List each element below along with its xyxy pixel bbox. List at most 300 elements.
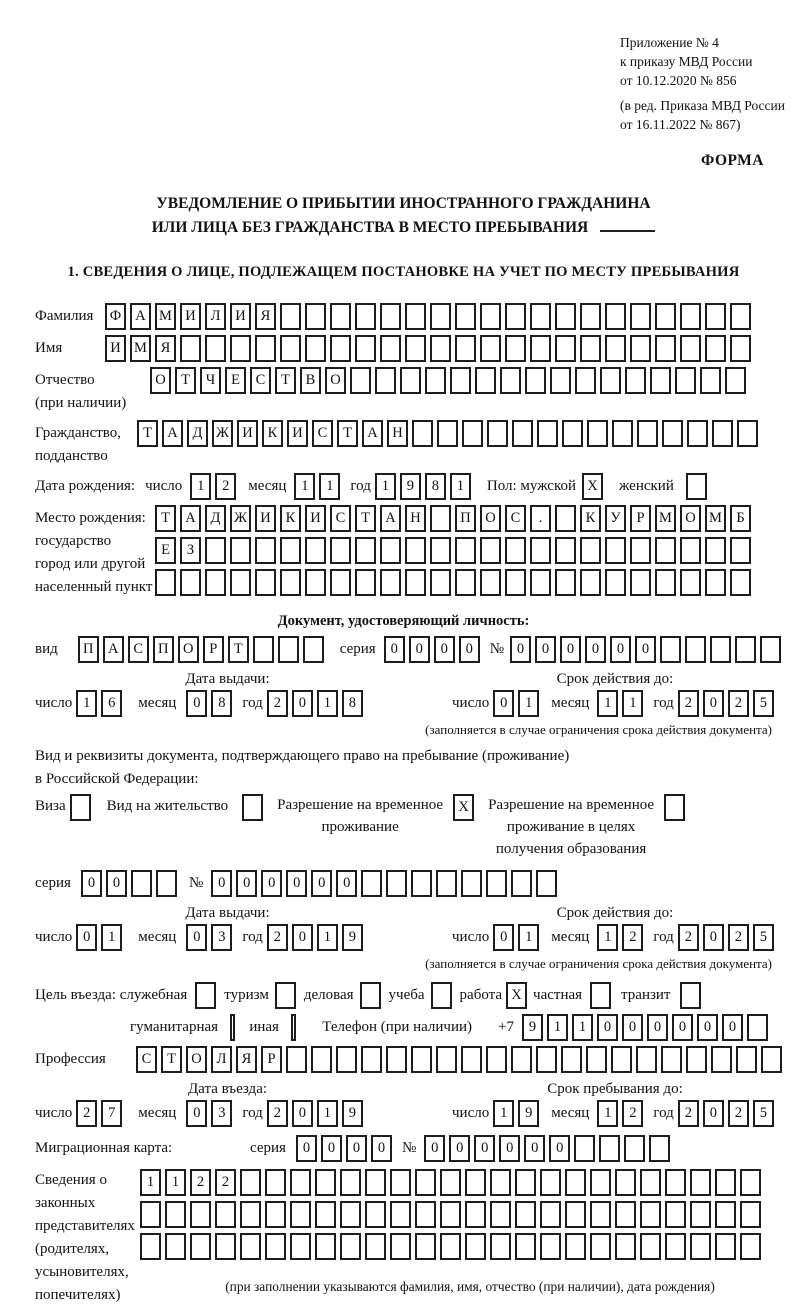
char-cell[interactable]: 0 bbox=[346, 1135, 367, 1162]
char-cell[interactable] bbox=[311, 1046, 332, 1073]
char-cell[interactable] bbox=[303, 636, 324, 663]
char-cell[interactable]: 0 bbox=[535, 636, 556, 663]
char-cell[interactable] bbox=[290, 1201, 311, 1228]
char-cell[interactable] bbox=[140, 1233, 161, 1260]
char-cell[interactable] bbox=[685, 636, 706, 663]
char-cell[interactable]: 1 bbox=[294, 473, 315, 500]
char-cell[interactable] bbox=[575, 367, 596, 394]
char-cell[interactable] bbox=[355, 537, 376, 564]
char-cell[interactable] bbox=[340, 1201, 361, 1228]
char-cell[interactable] bbox=[747, 1014, 768, 1041]
char-cell[interactable]: 1 bbox=[622, 690, 643, 717]
char-cell[interactable] bbox=[599, 1135, 620, 1162]
char-cell[interactable]: 1 bbox=[140, 1169, 161, 1196]
char-cell[interactable] bbox=[505, 335, 526, 362]
char-cell[interactable] bbox=[380, 303, 401, 330]
char-cell[interactable] bbox=[680, 303, 701, 330]
char-cell[interactable]: А bbox=[103, 636, 124, 663]
char-cell[interactable] bbox=[455, 335, 476, 362]
char-cell[interactable] bbox=[760, 636, 781, 663]
char-cell[interactable]: 0 bbox=[371, 1135, 392, 1162]
char-cell[interactable] bbox=[350, 367, 371, 394]
char-cell[interactable]: . bbox=[530, 505, 551, 532]
char-cell[interactable] bbox=[630, 537, 651, 564]
char-cell[interactable] bbox=[305, 303, 326, 330]
char-cell[interactable] bbox=[555, 569, 576, 596]
char-cell[interactable] bbox=[580, 537, 601, 564]
char-cell[interactable] bbox=[490, 1233, 511, 1260]
checkbox-male[interactable]: X bbox=[582, 473, 603, 500]
char-cell[interactable]: Р bbox=[630, 505, 651, 532]
char-cell[interactable]: Ж bbox=[230, 505, 251, 532]
char-cell[interactable] bbox=[580, 335, 601, 362]
char-cell[interactable]: Д bbox=[205, 505, 226, 532]
char-cell[interactable] bbox=[415, 1169, 436, 1196]
char-cell[interactable]: К bbox=[580, 505, 601, 532]
char-cell[interactable] bbox=[550, 367, 571, 394]
char-cell[interactable] bbox=[515, 1233, 536, 1260]
char-cell[interactable] bbox=[680, 335, 701, 362]
char-cell[interactable]: П bbox=[78, 636, 99, 663]
char-cell[interactable] bbox=[705, 537, 726, 564]
char-cell[interactable] bbox=[600, 367, 621, 394]
char-cell[interactable]: У bbox=[605, 505, 626, 532]
char-cell[interactable] bbox=[155, 569, 176, 596]
char-cell[interactable]: 0 bbox=[672, 1014, 693, 1041]
char-cell[interactable]: 2 bbox=[76, 1100, 97, 1127]
char-cell[interactable]: 1 bbox=[572, 1014, 593, 1041]
char-cell[interactable]: 1 bbox=[597, 690, 618, 717]
char-cell[interactable]: 1 bbox=[375, 473, 396, 500]
char-cell[interactable]: 0 bbox=[424, 1135, 445, 1162]
char-cell[interactable]: 2 bbox=[728, 924, 749, 951]
char-cell[interactable]: О bbox=[325, 367, 346, 394]
char-cell[interactable]: 7 bbox=[101, 1100, 122, 1127]
char-cell[interactable]: 0 bbox=[409, 636, 430, 663]
char-cell[interactable] bbox=[511, 870, 532, 897]
char-cell[interactable]: 0 bbox=[434, 636, 455, 663]
char-cell[interactable]: В bbox=[300, 367, 321, 394]
char-cell[interactable]: 9 bbox=[342, 924, 363, 951]
char-cell[interactable] bbox=[730, 569, 751, 596]
char-cell[interactable] bbox=[574, 1135, 595, 1162]
char-cell[interactable] bbox=[475, 367, 496, 394]
char-cell[interactable] bbox=[255, 537, 276, 564]
char-cell[interactable]: 2 bbox=[678, 690, 699, 717]
char-cell[interactable] bbox=[131, 870, 152, 897]
char-cell[interactable] bbox=[365, 1201, 386, 1228]
char-cell[interactable] bbox=[705, 569, 726, 596]
char-cell[interactable]: 0 bbox=[186, 924, 207, 951]
char-cell[interactable]: 1 bbox=[518, 690, 539, 717]
char-cell[interactable] bbox=[740, 1233, 761, 1260]
char-cell[interactable]: 0 bbox=[703, 1100, 724, 1127]
char-cell[interactable] bbox=[340, 1169, 361, 1196]
char-cell[interactable] bbox=[537, 420, 558, 447]
char-cell[interactable] bbox=[637, 420, 658, 447]
char-cell[interactable] bbox=[715, 1169, 736, 1196]
char-cell[interactable] bbox=[455, 537, 476, 564]
char-cell[interactable]: Т bbox=[161, 1046, 182, 1073]
char-cell[interactable] bbox=[687, 420, 708, 447]
char-cell[interactable] bbox=[565, 1201, 586, 1228]
char-cell[interactable]: И bbox=[230, 303, 251, 330]
char-cell[interactable] bbox=[625, 367, 646, 394]
char-cell[interactable] bbox=[505, 569, 526, 596]
char-cell[interactable] bbox=[455, 569, 476, 596]
char-cell[interactable] bbox=[412, 420, 433, 447]
char-cell[interactable] bbox=[480, 537, 501, 564]
char-cell[interactable] bbox=[615, 1201, 636, 1228]
char-cell[interactable] bbox=[515, 1169, 536, 1196]
char-cell[interactable]: 1 bbox=[190, 473, 211, 500]
char-cell[interactable]: 8 bbox=[425, 473, 446, 500]
char-cell[interactable] bbox=[265, 1169, 286, 1196]
char-cell[interactable]: 0 bbox=[261, 870, 282, 897]
char-cell[interactable] bbox=[700, 367, 721, 394]
char-cell[interactable]: 0 bbox=[81, 870, 102, 897]
checkbox-transit[interactable] bbox=[680, 982, 701, 1009]
char-cell[interactable] bbox=[555, 505, 576, 532]
char-cell[interactable]: Е bbox=[225, 367, 246, 394]
char-cell[interactable]: 0 bbox=[76, 924, 97, 951]
char-cell[interactable] bbox=[740, 1169, 761, 1196]
char-cell[interactable]: И bbox=[180, 303, 201, 330]
char-cell[interactable]: 1 bbox=[101, 924, 122, 951]
checkbox-private[interactable] bbox=[590, 982, 611, 1009]
char-cell[interactable] bbox=[612, 420, 633, 447]
char-cell[interactable] bbox=[536, 870, 557, 897]
char-cell[interactable]: 0 bbox=[106, 870, 127, 897]
char-cell[interactable] bbox=[205, 537, 226, 564]
char-cell[interactable] bbox=[680, 537, 701, 564]
char-cell[interactable] bbox=[361, 870, 382, 897]
char-cell[interactable] bbox=[712, 420, 733, 447]
char-cell[interactable] bbox=[640, 1169, 661, 1196]
char-cell[interactable]: 1 bbox=[493, 1100, 514, 1127]
char-cell[interactable] bbox=[240, 1201, 261, 1228]
char-cell[interactable] bbox=[615, 1233, 636, 1260]
char-cell[interactable]: 0 bbox=[524, 1135, 545, 1162]
char-cell[interactable] bbox=[486, 1046, 507, 1073]
char-cell[interactable]: 0 bbox=[186, 690, 207, 717]
char-cell[interactable]: Ж bbox=[212, 420, 233, 447]
char-cell[interactable] bbox=[530, 335, 551, 362]
char-cell[interactable]: 2 bbox=[622, 1100, 643, 1127]
char-cell[interactable] bbox=[365, 1233, 386, 1260]
char-cell[interactable]: 0 bbox=[321, 1135, 342, 1162]
char-cell[interactable]: 0 bbox=[703, 690, 724, 717]
char-cell[interactable]: Т bbox=[355, 505, 376, 532]
char-cell[interactable]: З bbox=[180, 537, 201, 564]
char-cell[interactable]: 0 bbox=[697, 1014, 718, 1041]
char-cell[interactable] bbox=[715, 1201, 736, 1228]
char-cell[interactable] bbox=[562, 420, 583, 447]
char-cell[interactable]: 3 bbox=[211, 1100, 232, 1127]
char-cell[interactable]: 0 bbox=[560, 636, 581, 663]
char-cell[interactable] bbox=[655, 569, 676, 596]
char-cell[interactable] bbox=[280, 335, 301, 362]
char-cell[interactable] bbox=[415, 1233, 436, 1260]
char-cell[interactable] bbox=[690, 1169, 711, 1196]
char-cell[interactable]: 1 bbox=[317, 924, 338, 951]
char-cell[interactable]: 5 bbox=[753, 690, 774, 717]
char-cell[interactable]: С bbox=[505, 505, 526, 532]
checkbox-temp-permit[interactable]: X bbox=[453, 794, 474, 821]
char-cell[interactable]: Я bbox=[236, 1046, 257, 1073]
char-cell[interactable] bbox=[540, 1169, 561, 1196]
char-cell[interactable]: Я bbox=[255, 303, 276, 330]
char-cell[interactable]: Т bbox=[275, 367, 296, 394]
char-cell[interactable]: Е bbox=[155, 537, 176, 564]
char-cell[interactable] bbox=[565, 1233, 586, 1260]
char-cell[interactable]: 0 bbox=[610, 636, 631, 663]
char-cell[interactable] bbox=[405, 335, 426, 362]
char-cell[interactable] bbox=[486, 870, 507, 897]
char-cell[interactable]: 0 bbox=[292, 1100, 313, 1127]
char-cell[interactable]: 0 bbox=[311, 870, 332, 897]
char-cell[interactable]: 0 bbox=[449, 1135, 470, 1162]
char-cell[interactable]: 0 bbox=[286, 870, 307, 897]
char-cell[interactable] bbox=[255, 335, 276, 362]
char-cell[interactable]: 2 bbox=[728, 690, 749, 717]
char-cell[interactable] bbox=[415, 1201, 436, 1228]
char-cell[interactable] bbox=[355, 335, 376, 362]
char-cell[interactable] bbox=[315, 1233, 336, 1260]
char-cell[interactable]: Л bbox=[205, 303, 226, 330]
char-cell[interactable] bbox=[430, 569, 451, 596]
char-cell[interactable]: П bbox=[153, 636, 174, 663]
char-cell[interactable] bbox=[355, 303, 376, 330]
char-cell[interactable] bbox=[253, 636, 274, 663]
char-cell[interactable] bbox=[487, 420, 508, 447]
char-cell[interactable]: 9 bbox=[400, 473, 421, 500]
char-cell[interactable]: 8 bbox=[211, 690, 232, 717]
char-cell[interactable] bbox=[156, 870, 177, 897]
char-cell[interactable] bbox=[661, 1046, 682, 1073]
char-cell[interactable] bbox=[590, 1169, 611, 1196]
char-cell[interactable] bbox=[655, 537, 676, 564]
char-cell[interactable] bbox=[265, 1233, 286, 1260]
char-cell[interactable]: И bbox=[255, 505, 276, 532]
char-cell[interactable]: 2 bbox=[267, 924, 288, 951]
char-cell[interactable] bbox=[230, 537, 251, 564]
char-cell[interactable] bbox=[140, 1201, 161, 1228]
char-cell[interactable] bbox=[465, 1233, 486, 1260]
checkbox-study[interactable] bbox=[431, 982, 452, 1009]
char-cell[interactable] bbox=[375, 367, 396, 394]
char-cell[interactable] bbox=[315, 1201, 336, 1228]
char-cell[interactable]: Н bbox=[387, 420, 408, 447]
char-cell[interactable] bbox=[735, 636, 756, 663]
char-cell[interactable]: Т bbox=[337, 420, 358, 447]
char-cell[interactable]: А bbox=[380, 505, 401, 532]
char-cell[interactable] bbox=[265, 1201, 286, 1228]
char-cell[interactable] bbox=[605, 569, 626, 596]
char-cell[interactable] bbox=[710, 636, 731, 663]
checkbox-commercial[interactable] bbox=[360, 982, 381, 1009]
char-cell[interactable] bbox=[278, 636, 299, 663]
char-cell[interactable] bbox=[450, 367, 471, 394]
char-cell[interactable]: А bbox=[130, 303, 151, 330]
char-cell[interactable] bbox=[330, 335, 351, 362]
char-cell[interactable] bbox=[730, 537, 751, 564]
char-cell[interactable]: 0 bbox=[474, 1135, 495, 1162]
char-cell[interactable] bbox=[190, 1201, 211, 1228]
char-cell[interactable]: Р bbox=[203, 636, 224, 663]
char-cell[interactable]: Ф bbox=[105, 303, 126, 330]
char-cell[interactable]: 0 bbox=[493, 690, 514, 717]
char-cell[interactable] bbox=[480, 335, 501, 362]
char-cell[interactable] bbox=[400, 367, 421, 394]
char-cell[interactable] bbox=[290, 1233, 311, 1260]
char-cell[interactable] bbox=[565, 1169, 586, 1196]
char-cell[interactable]: 2 bbox=[728, 1100, 749, 1127]
char-cell[interactable]: С bbox=[136, 1046, 157, 1073]
char-cell[interactable]: С bbox=[312, 420, 333, 447]
char-cell[interactable] bbox=[330, 303, 351, 330]
char-cell[interactable] bbox=[461, 870, 482, 897]
char-cell[interactable]: 1 bbox=[165, 1169, 186, 1196]
char-cell[interactable] bbox=[636, 1046, 657, 1073]
char-cell[interactable]: С bbox=[128, 636, 149, 663]
char-cell[interactable] bbox=[390, 1233, 411, 1260]
char-cell[interactable] bbox=[555, 537, 576, 564]
checkbox-temp-permit-edu[interactable] bbox=[664, 794, 685, 821]
char-cell[interactable] bbox=[761, 1046, 782, 1073]
char-cell[interactable]: И bbox=[287, 420, 308, 447]
char-cell[interactable] bbox=[737, 420, 758, 447]
char-cell[interactable] bbox=[355, 569, 376, 596]
char-cell[interactable] bbox=[315, 1169, 336, 1196]
char-cell[interactable] bbox=[340, 1233, 361, 1260]
char-cell[interactable] bbox=[540, 1201, 561, 1228]
char-cell[interactable] bbox=[430, 335, 451, 362]
char-cell[interactable] bbox=[205, 569, 226, 596]
checkbox-business[interactable] bbox=[195, 982, 216, 1009]
char-cell[interactable] bbox=[515, 1201, 536, 1228]
char-cell[interactable]: 0 bbox=[384, 636, 405, 663]
char-cell[interactable]: 0 bbox=[647, 1014, 668, 1041]
char-cell[interactable] bbox=[640, 1201, 661, 1228]
char-cell[interactable] bbox=[530, 569, 551, 596]
char-cell[interactable] bbox=[280, 303, 301, 330]
char-cell[interactable] bbox=[736, 1046, 757, 1073]
char-cell[interactable] bbox=[615, 1169, 636, 1196]
char-cell[interactable]: 0 bbox=[493, 924, 514, 951]
char-cell[interactable] bbox=[530, 303, 551, 330]
checkbox-residence-permit[interactable] bbox=[242, 794, 263, 821]
char-cell[interactable]: 5 bbox=[753, 1100, 774, 1127]
char-cell[interactable]: 2 bbox=[678, 1100, 699, 1127]
char-cell[interactable] bbox=[230, 335, 251, 362]
char-cell[interactable]: Т bbox=[175, 367, 196, 394]
char-cell[interactable] bbox=[240, 1169, 261, 1196]
char-cell[interactable]: М bbox=[155, 303, 176, 330]
char-cell[interactable]: 1 bbox=[597, 924, 618, 951]
char-cell[interactable] bbox=[655, 335, 676, 362]
char-cell[interactable] bbox=[411, 870, 432, 897]
char-cell[interactable] bbox=[280, 569, 301, 596]
char-cell[interactable]: А bbox=[362, 420, 383, 447]
char-cell[interactable] bbox=[425, 367, 446, 394]
char-cell[interactable] bbox=[386, 1046, 407, 1073]
char-cell[interactable] bbox=[586, 1046, 607, 1073]
char-cell[interactable] bbox=[665, 1201, 686, 1228]
char-cell[interactable]: О bbox=[186, 1046, 207, 1073]
char-cell[interactable]: К bbox=[280, 505, 301, 532]
char-cell[interactable] bbox=[686, 1046, 707, 1073]
char-cell[interactable] bbox=[215, 1233, 236, 1260]
char-cell[interactable] bbox=[430, 303, 451, 330]
char-cell[interactable] bbox=[465, 1201, 486, 1228]
char-cell[interactable] bbox=[555, 335, 576, 362]
char-cell[interactable]: 0 bbox=[622, 1014, 643, 1041]
checkbox-work[interactable]: X bbox=[506, 982, 527, 1009]
char-cell[interactable] bbox=[305, 569, 326, 596]
char-cell[interactable] bbox=[361, 1046, 382, 1073]
checkbox-humanitarian[interactable] bbox=[230, 1014, 235, 1041]
char-cell[interactable] bbox=[505, 303, 526, 330]
char-cell[interactable]: 2 bbox=[267, 690, 288, 717]
char-cell[interactable] bbox=[555, 303, 576, 330]
char-cell[interactable] bbox=[330, 537, 351, 564]
char-cell[interactable] bbox=[665, 1233, 686, 1260]
char-cell[interactable] bbox=[505, 537, 526, 564]
char-cell[interactable] bbox=[500, 367, 521, 394]
char-cell[interactable] bbox=[525, 367, 546, 394]
char-cell[interactable]: Б bbox=[730, 505, 751, 532]
char-cell[interactable] bbox=[215, 1201, 236, 1228]
checkbox-female[interactable] bbox=[686, 473, 707, 500]
char-cell[interactable] bbox=[640, 1233, 661, 1260]
char-cell[interactable] bbox=[290, 1169, 311, 1196]
char-cell[interactable] bbox=[405, 537, 426, 564]
char-cell[interactable]: М bbox=[130, 335, 151, 362]
char-cell[interactable] bbox=[436, 1046, 457, 1073]
char-cell[interactable] bbox=[430, 505, 451, 532]
char-cell[interactable] bbox=[280, 537, 301, 564]
char-cell[interactable] bbox=[650, 367, 671, 394]
char-cell[interactable] bbox=[587, 420, 608, 447]
char-cell[interactable]: И bbox=[305, 505, 326, 532]
char-cell[interactable] bbox=[630, 569, 651, 596]
char-cell[interactable] bbox=[655, 303, 676, 330]
char-cell[interactable] bbox=[440, 1233, 461, 1260]
char-cell[interactable] bbox=[330, 569, 351, 596]
char-cell[interactable] bbox=[390, 1201, 411, 1228]
char-cell[interactable]: Т bbox=[155, 505, 176, 532]
char-cell[interactable] bbox=[286, 1046, 307, 1073]
char-cell[interactable] bbox=[690, 1201, 711, 1228]
char-cell[interactable] bbox=[660, 636, 681, 663]
char-cell[interactable]: 0 bbox=[211, 870, 232, 897]
char-cell[interactable] bbox=[465, 1169, 486, 1196]
char-cell[interactable]: Т bbox=[228, 636, 249, 663]
char-cell[interactable] bbox=[630, 335, 651, 362]
checkbox-other[interactable] bbox=[291, 1014, 296, 1041]
char-cell[interactable]: Н bbox=[405, 505, 426, 532]
char-cell[interactable]: 1 bbox=[597, 1100, 618, 1127]
char-cell[interactable]: О bbox=[680, 505, 701, 532]
char-cell[interactable] bbox=[590, 1233, 611, 1260]
char-cell[interactable]: 1 bbox=[317, 1100, 338, 1127]
char-cell[interactable]: Я bbox=[155, 335, 176, 362]
char-cell[interactable] bbox=[365, 1169, 386, 1196]
char-cell[interactable]: М bbox=[655, 505, 676, 532]
char-cell[interactable] bbox=[680, 569, 701, 596]
char-cell[interactable]: И bbox=[105, 335, 126, 362]
